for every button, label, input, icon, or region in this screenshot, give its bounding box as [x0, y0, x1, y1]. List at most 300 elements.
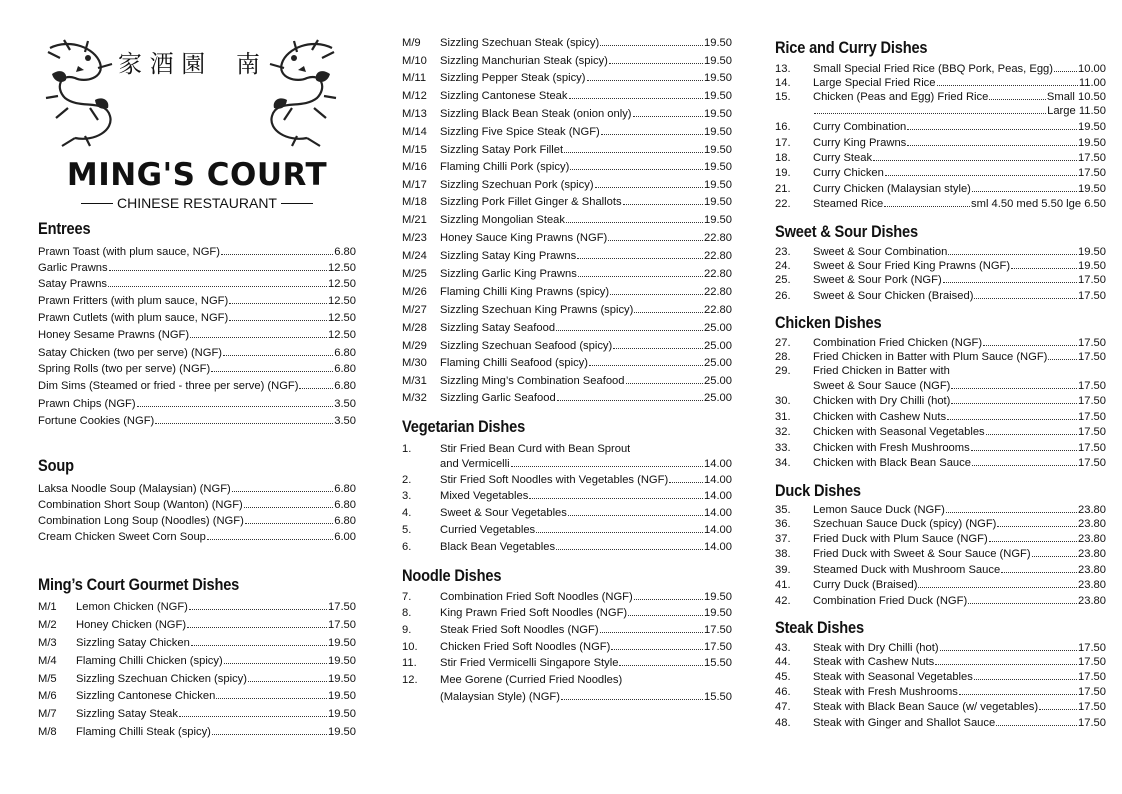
menu-item-row: [38, 312, 356, 325]
dot-leader: [221, 254, 333, 255]
menu-item-number: M/32: [402, 392, 427, 404]
menu-item-price: 17.50: [1078, 380, 1106, 392]
menu-item-price: 14.00: [704, 507, 732, 519]
menu-item-name: Chicken with Cashew Nuts: [813, 411, 947, 423]
dot-leader: [556, 330, 703, 331]
menu-item-name: Steak with Black Bean Sauce (w/ vegetables): [813, 701, 1039, 713]
menu-item-row: [775, 380, 1106, 393]
dot-leader: [566, 222, 703, 223]
menu-item-name: King Prawn Fried Soft Noodles (NGF): [440, 607, 628, 619]
menu-item-name: and Vermicelli: [440, 458, 510, 470]
menu-item-price: 6.80: [334, 380, 356, 392]
menu-item-row: [775, 152, 1106, 165]
menu-item-number: M/30: [402, 357, 427, 369]
menu-item-name: Sizzling Szechuan Pork (spicy): [440, 179, 594, 191]
dot-leader: [299, 388, 333, 389]
menu-item-number: 46.: [775, 686, 791, 698]
menu-item-price: 17.50: [1078, 337, 1106, 349]
menu-item-number: 39.: [775, 564, 791, 576]
menu-item-price: 22.80: [704, 250, 732, 262]
menu-item-price: 6.80: [334, 347, 356, 359]
dot-leader: [179, 716, 327, 717]
dot-leader: [951, 403, 1077, 404]
menu-item-price: 17.50: [1078, 426, 1106, 438]
dot-leader: [244, 507, 333, 508]
menu-item-row: [402, 268, 732, 281]
menu-item-name: Sizzling Cantonese Chicken: [76, 690, 216, 702]
menu-item-name: Sizzling Pepper Steak (spicy): [440, 72, 586, 84]
dot-leader: [937, 85, 1078, 86]
menu-item-row: [775, 579, 1106, 592]
menu-item-number: 22.: [775, 198, 791, 210]
menu-item-name: Fried Duck with Plum Sauce (NGF): [813, 533, 988, 545]
menu-item-row: [402, 179, 732, 192]
heading-soup: Soup: [38, 456, 74, 475]
menu-item-price: 17.50: [1078, 351, 1106, 363]
menu-item-name: Honey Sauce King Prawns (NGF): [440, 232, 608, 244]
dot-leader: [569, 98, 704, 99]
dot-leader: [633, 116, 703, 117]
dot-leader: [996, 725, 1077, 726]
dot-leader: [619, 665, 703, 666]
menu-item-row: [38, 246, 356, 259]
menu-item-row: [775, 183, 1106, 196]
menu-item-row: [402, 541, 732, 554]
menu-item-price: 17.50: [1078, 167, 1106, 179]
menu-item-name: Sizzling Szechuan Seafood (spicy): [440, 340, 613, 352]
menu-item-name: Chicken with Fresh Mushrooms: [813, 442, 970, 454]
menu-item-row: [775, 63, 1106, 76]
menu-item-number: M/8: [38, 726, 57, 738]
dot-leader: [570, 169, 703, 170]
dot-leader: [972, 191, 1077, 192]
menu-item-price: 19.50: [704, 161, 732, 173]
menu-item-row: [38, 637, 356, 650]
menu-item-price: 25.00: [704, 357, 732, 369]
menu-item-name: Prawn Fritters (with plum sauce, NGF): [38, 295, 229, 307]
menu-item-row: [402, 286, 732, 299]
menu-item-name: Curry Combination: [813, 121, 907, 133]
dot-leader: [212, 734, 327, 735]
dot-leader: [600, 45, 703, 46]
menu-item-price: 23.80: [1078, 533, 1106, 545]
menu-item-row: [38, 380, 356, 393]
menu-item-name: Flaming Chilli Seafood (spicy): [440, 357, 588, 369]
menu-item-price: 19.50: [704, 126, 732, 138]
menu-item-row: [38, 347, 356, 360]
menu-item-name: Stir Fried Vermicelli Singapore Style: [440, 657, 619, 669]
menu-item-name: Small Special Fried Rice (BBQ Pork, Peas, Egg): [813, 63, 1053, 75]
menu-item-name: Curry Steak: [813, 152, 873, 164]
menu-item-name: Fried Chicken in Batter with Plum Sauce (NGF): [813, 351, 1048, 363]
dot-leader: [989, 541, 1077, 542]
menu-item-price: 17.50: [1078, 656, 1106, 668]
menu-item-price: 6.80: [334, 246, 356, 258]
menu-item-row: [775, 533, 1106, 546]
menu-item-row: [38, 262, 356, 275]
menu-item-price: Small 10.50: [1046, 91, 1106, 103]
menu-item-row: [402, 691, 732, 704]
menu-item-number: M/7: [38, 708, 57, 720]
menu-item-number: 35.: [775, 504, 791, 516]
menu-item-number: 14.: [775, 77, 791, 89]
menu-item-price: 17.50: [1078, 274, 1106, 286]
menu-item-number: 37.: [775, 533, 791, 545]
restaurant-subtitle: [38, 195, 356, 211]
menu-item-price: 23.80: [1078, 595, 1106, 607]
dot-leader: [885, 175, 1077, 176]
menu-item-row: [402, 322, 732, 335]
menu-item-price: 12.50: [328, 329, 356, 341]
menu-item-name: Sizzling Szechuan Chicken (spicy): [76, 673, 247, 685]
menu-item-row: [775, 504, 1106, 517]
menu-item-number: 8.: [402, 607, 412, 619]
menu-item-row: [775, 105, 1106, 118]
menu-item-price: 11.00: [1078, 77, 1106, 89]
menu-item-name: (Malaysian Style) (NGF): [440, 691, 560, 703]
menu-item-row: [402, 304, 732, 317]
menu-item-number: 18.: [775, 152, 791, 164]
menu-item-row: [402, 392, 732, 405]
menu-item-price: 22.80: [704, 232, 732, 244]
dot-leader: [600, 632, 703, 633]
menu-item-price: 19.50: [1078, 137, 1106, 149]
menu-item-number: 11.: [402, 657, 417, 669]
dot-leader: [940, 650, 1077, 651]
menu-item-name: Combination Fried Duck (NGF): [813, 595, 968, 607]
dot-leader: [609, 63, 703, 64]
dot-leader: [907, 129, 1077, 130]
menu-item-row: [775, 121, 1106, 134]
menu-item-number: 2.: [402, 474, 412, 486]
dot-leader: [814, 113, 1046, 114]
menu-item-name: Cream Chicken Sweet Corn Soup: [38, 531, 206, 543]
menu-item-number: M/16: [402, 161, 427, 173]
menu-item-name: Steak with Dry Chilli (hot): [813, 642, 939, 654]
menu-item-number: 17.: [775, 137, 791, 149]
dot-leader: [564, 152, 703, 153]
menu-item-price: 19.50: [328, 708, 356, 720]
menu-item-price: Large 11.50: [1047, 105, 1106, 117]
menu-item-name: Steamed Duck with Mushroom Sauce: [813, 564, 1001, 576]
menu-item-number: 41.: [775, 579, 791, 591]
dot-leader: [943, 282, 1077, 283]
menu-item-name: Honey Sesame Prawns (NGF): [38, 329, 190, 341]
dot-leader: [577, 258, 703, 259]
menu-item-name: Chicken (Peas and Egg) Fried Rice: [813, 91, 989, 103]
menu-item-number: M/29: [402, 340, 427, 352]
heading-chicken: Chicken Dishes: [775, 313, 882, 332]
menu-item-name: Flaming Chilli Steak (spicy): [76, 726, 211, 738]
menu-item-price: 22.80: [704, 268, 732, 280]
menu-item-name: Sizzling Ming’s Combination Seafood: [440, 375, 625, 387]
menu-item-number: 45.: [775, 671, 791, 683]
dot-leader: [873, 160, 1077, 161]
menu-item-price: 22.80: [704, 304, 732, 316]
menu-item-price: 15.50: [704, 657, 732, 669]
menu-item-name: Sizzling Satay Steak: [76, 708, 178, 720]
menu-item-name: Prawn Cutlets (with plum sauce, NGF): [38, 312, 229, 324]
menu-item-number: M/25: [402, 268, 427, 280]
menu-item-name: Curry Duck (Braised): [813, 579, 918, 591]
menu-item-price: 19.50: [704, 55, 732, 67]
menu-item-number: 43.: [775, 642, 791, 654]
menu-item-number: 29.: [775, 365, 791, 377]
menu-item-number: 36.: [775, 518, 791, 530]
heading-noodle: Noodle Dishes: [402, 566, 502, 585]
menu-item-name: Sweet & Sour Pork (NGF): [813, 274, 942, 286]
dot-leader: [568, 515, 703, 516]
dot-leader: [628, 615, 703, 616]
heading-sweet-sour: Sweet & Sour Dishes: [775, 222, 918, 241]
menu-item-row: [775, 595, 1106, 608]
menu-item-row: [775, 137, 1106, 150]
dot-leader: [229, 303, 327, 304]
dot-leader: [634, 312, 703, 313]
menu-item-price: 14.00: [704, 458, 732, 470]
menu-item-name: Laksa Noodle Soup (Malaysian) (NGF): [38, 483, 231, 495]
menu-item-price: 23.80: [1078, 579, 1106, 591]
menu-item-number: 4.: [402, 507, 412, 519]
dot-leader: [109, 270, 327, 271]
menu-item-row: [775, 411, 1106, 424]
dot-leader: [137, 406, 334, 407]
menu-item-row: [775, 395, 1106, 408]
menu-item-number: 16.: [775, 121, 791, 133]
menu-item-number: M/17: [402, 179, 427, 191]
dot-leader: [918, 587, 1077, 588]
menu-item-price: 12.50: [328, 278, 356, 290]
menu-item-row: [775, 717, 1106, 730]
menu-item-number: M/2: [38, 619, 57, 631]
menu-item-name: Prawn Chips (NGF): [38, 398, 136, 410]
menu-item-number: M/18: [402, 196, 427, 208]
menu-item-name: Flaming Chilli King Prawns (spicy): [440, 286, 610, 298]
menu-item-row: [38, 690, 356, 703]
menu-item-name: Sweet & Sour Fried King Prawns (NGF): [813, 260, 1011, 272]
heading-steak: Steak Dishes: [775, 618, 864, 637]
dot-leader: [1011, 268, 1077, 269]
menu-item-name: Sweet & Sour Chicken (Braised): [813, 290, 974, 302]
menu-item-row: [775, 337, 1106, 350]
menu-item-row: [38, 515, 356, 528]
menu-item-name: Mee Gorene (Curried Fried Noodles): [440, 674, 623, 686]
menu-item-price: 25.00: [704, 375, 732, 387]
menu-item-price: 19.50: [704, 607, 732, 619]
menu-item-row: [775, 198, 1106, 211]
menu-item-number: M/12: [402, 90, 427, 102]
menu-item-price: 17.50: [1078, 457, 1106, 469]
menu-item-name: Flaming Chilli Chicken (spicy): [76, 655, 223, 667]
menu-item-name: Steak with Fresh Mushrooms: [813, 686, 958, 698]
menu-item-name: Chicken with Black Bean Sauce: [813, 457, 971, 469]
menu-item-name: Sizzling Szechuan Steak (spicy): [440, 37, 600, 49]
dot-leader: [1039, 709, 1077, 710]
menu-item-price: 17.50: [704, 624, 732, 636]
menu-item-row: [775, 701, 1106, 714]
dot-leader: [610, 294, 703, 295]
dot-leader: [669, 482, 703, 483]
menu-item-price: 19.50: [1078, 246, 1106, 258]
menu-item-number: 44.: [775, 656, 791, 668]
menu-item-row: [402, 674, 732, 687]
menu-item-price: 15.50: [704, 691, 732, 703]
menu-item-name: Curry King Prawns: [813, 137, 907, 149]
menu-item-row: [775, 564, 1106, 577]
menu-item-number: M/10: [402, 55, 427, 67]
menu-item-number: 24.: [775, 260, 791, 272]
dot-leader: [1032, 556, 1077, 557]
subtitle-text: CHINESE RESTAURANT: [117, 195, 277, 211]
menu-item-row: [402, 340, 732, 353]
menu-item-row: [402, 458, 732, 471]
menu-item-row: [402, 126, 732, 139]
menu-item-row: [402, 607, 732, 620]
menu-item-row: [402, 375, 732, 388]
menu-item-row: [402, 72, 732, 85]
menu-item-price: 17.50: [1078, 395, 1106, 407]
dot-leader: [557, 400, 703, 401]
dot-leader: [626, 383, 704, 384]
menu-item-price: 19.50: [1078, 260, 1106, 272]
menu-item-row: [775, 365, 1106, 378]
dot-leader: [578, 276, 703, 277]
menu-item-row: [38, 329, 356, 342]
dot-leader: [1054, 71, 1077, 72]
menu-item-price: 14.00: [704, 474, 732, 486]
menu-item-row: [775, 642, 1106, 655]
dot-leader: [589, 365, 703, 366]
dot-leader: [536, 532, 703, 533]
menu-item-row: [38, 278, 356, 291]
dot-leader: [211, 371, 333, 372]
menu-item-row: [38, 655, 356, 668]
menu-item-number: 25.: [775, 274, 791, 286]
dot-leader: [947, 419, 1077, 420]
dot-leader: [948, 254, 1077, 255]
menu-item-price: 19.50: [704, 108, 732, 120]
menu-item-number: M/14: [402, 126, 427, 138]
menu-item-row: [775, 518, 1106, 531]
menu-item-price: 17.50: [1078, 701, 1106, 713]
menu-item-row: [775, 351, 1106, 364]
menu-item-number: 7.: [402, 591, 412, 603]
menu-item-row: [402, 90, 732, 103]
dot-leader: [983, 345, 1077, 346]
menu-item-name: Sizzling Satay King Prawns: [440, 250, 577, 262]
menu-item-price: 12.50: [328, 262, 356, 274]
menu-item-name: Mixed Vegetables: [440, 490, 529, 502]
menu-item-number: 32.: [775, 426, 791, 438]
menu-item-name: Chicken with Dry Chilli (hot): [813, 395, 951, 407]
dragon-right-image: [262, 38, 342, 153]
menu-item-number: M/4: [38, 655, 57, 667]
menu-item-number: M/13: [402, 108, 427, 120]
heading-entrees: Entrees: [38, 219, 91, 238]
menu-item-price: 10.00: [1078, 63, 1106, 75]
menu-item-name: Steak with Seasonal Vegetables: [813, 671, 973, 683]
dot-leader: [224, 663, 327, 664]
menu-item-number: 34.: [775, 457, 791, 469]
menu-item-price: 19.50: [704, 90, 732, 102]
menu-item-number: M/11: [402, 72, 427, 84]
menu-item-price: 17.50: [328, 619, 356, 631]
dot-leader: [951, 388, 1077, 389]
menu-item-price: 17.50: [704, 641, 732, 653]
menu-item-price: 19.50: [704, 72, 732, 84]
menu-item-price: 19.50: [328, 690, 356, 702]
menu-item-number: M/23: [402, 232, 427, 244]
menu-item-number: M/6: [38, 690, 57, 702]
menu-item-price: 23.80: [1078, 564, 1106, 576]
menu-item-row: [402, 108, 732, 121]
menu-item-row: [775, 290, 1106, 303]
menu-item-row: [775, 77, 1106, 90]
menu-item-price: 17.50: [1078, 642, 1106, 654]
menu-item-name: Combination Long Soup (Noodles) (NGF): [38, 515, 244, 527]
menu-item-number: M/5: [38, 673, 57, 685]
menu-item-row: [775, 91, 1106, 104]
menu-item-name: Steamed Rice: [813, 198, 884, 210]
dot-leader: [623, 204, 703, 205]
menu-item-name: Sizzling Pork Fillet Ginger & Shallots: [440, 196, 622, 208]
menu-item-name: Prawn Toast (with plum sauce, NGF): [38, 246, 220, 258]
menu-item-number: 12.: [402, 674, 418, 686]
menu-item-number: 1.: [402, 443, 412, 455]
heading-vegetarian: Vegetarian Dishes: [402, 417, 526, 436]
menu-item-name: Lemon Sauce Duck (NGF): [813, 504, 945, 516]
dot-leader: [946, 512, 1077, 513]
menu-item-row: [402, 144, 732, 157]
menu-item-number: M/9: [402, 37, 421, 49]
menu-item-row: [38, 673, 356, 686]
menu-item-name: Lemon Chicken (NGF): [76, 601, 188, 613]
heading-gourmet: Ming’s Court Gourmet Dishes: [38, 575, 240, 594]
dot-leader: [595, 187, 703, 188]
dot-leader: [511, 466, 703, 467]
menu-item-name: Szechuan Sauce Duck (spicy) (NGF): [813, 518, 997, 530]
menu-item-number: 28.: [775, 351, 791, 363]
menu-item-price: 17.50: [1078, 686, 1106, 698]
menu-item-name: Sizzling Garlic Seafood: [440, 392, 556, 404]
menu-item-number: M/27: [402, 304, 427, 316]
dot-leader: [1048, 359, 1077, 360]
menu-item-price: 14.00: [704, 524, 732, 536]
dot-leader: [216, 698, 327, 699]
dot-leader: [608, 240, 703, 241]
menu-item-row: [38, 726, 356, 739]
menu-item-number: 48.: [775, 717, 791, 729]
menu-item-price: 14.00: [704, 490, 732, 502]
dot-leader: [986, 434, 1077, 435]
menu-item-name: Steak Fried Soft Noodles (NGF): [440, 624, 599, 636]
menu-item-number: 23.: [775, 246, 791, 258]
menu-item-number: M/31: [402, 375, 427, 387]
menu-item-name: Sizzling Black Bean Steak (onion only): [440, 108, 632, 120]
menu-item-name: Fried Chicken in Batter with: [813, 365, 950, 377]
menu-item-row: [402, 507, 732, 520]
menu-item-row: [402, 524, 732, 537]
menu-item-name: Curry Chicken (Malaysian style): [813, 183, 971, 195]
menu-item-price: 19.50: [1078, 121, 1106, 133]
menu-item-price: 25.00: [704, 340, 732, 352]
heading-rice-curry: Rice and Curry Dishes: [775, 38, 928, 57]
dot-leader: [611, 649, 703, 650]
menu-item-row: [775, 426, 1106, 439]
dot-leader: [974, 679, 1077, 680]
menu-item-price: 19.50: [704, 179, 732, 191]
menu-item-name: Sizzling Satay Seafood: [440, 322, 556, 334]
